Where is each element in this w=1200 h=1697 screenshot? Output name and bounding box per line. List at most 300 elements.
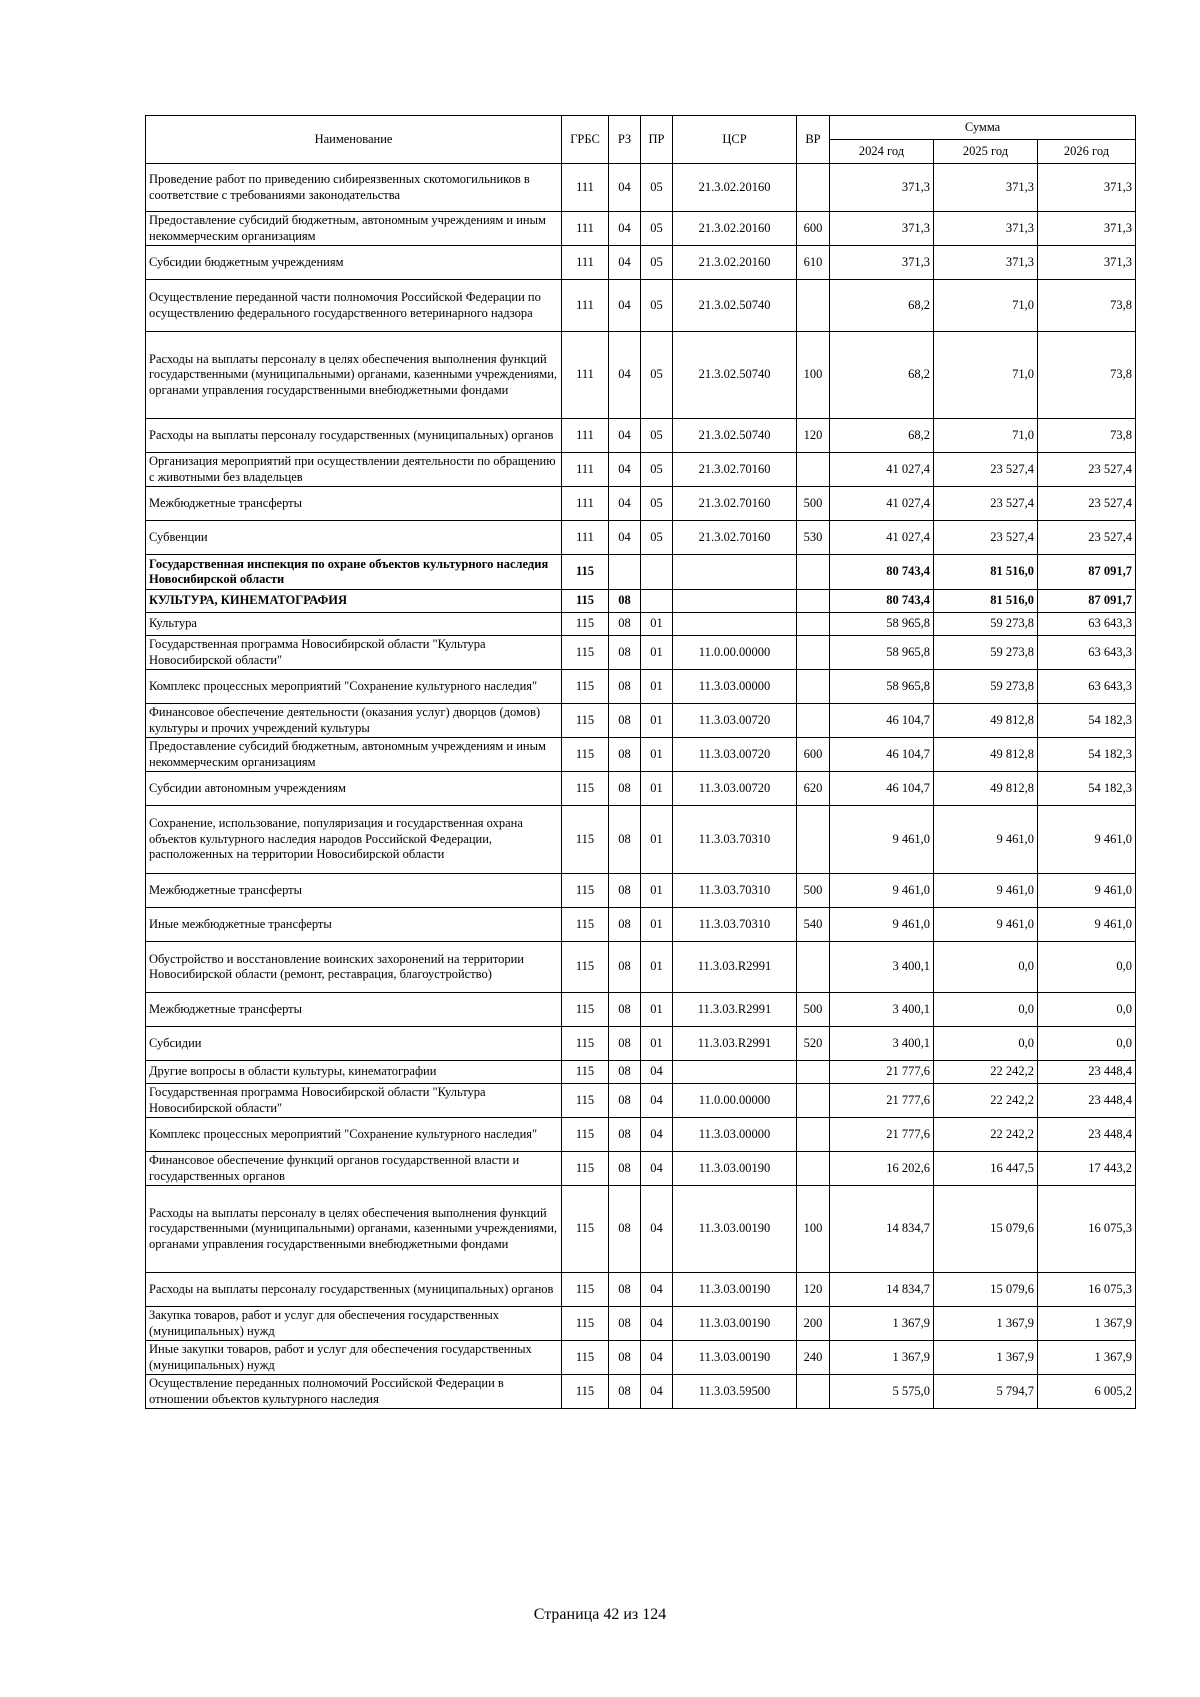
row-grbs: 111 (562, 453, 609, 487)
table-row (146, 1084, 1136, 1118)
row-sum-2024: 68,2 (830, 419, 934, 453)
table-row (146, 1118, 1136, 1152)
row-rz: 08 (609, 1307, 641, 1341)
row-sum-2026: 6 005,2 (1038, 1375, 1136, 1409)
row-name: Расходы на выплаты персоналу государственных (муниципальных) органов (146, 419, 562, 453)
table-row (146, 419, 1136, 453)
row-sum-2025: 0,0 (934, 993, 1038, 1027)
row-pr: 04 (641, 1307, 673, 1341)
row-vr: 600 (797, 738, 830, 772)
row-rz: 04 (609, 246, 641, 280)
row-csr: 11.3.03.00190 (673, 1307, 797, 1341)
row-sum-2025: 371,3 (934, 246, 1038, 280)
row-grbs: 111 (562, 487, 609, 521)
row-name: Субсидии (146, 1027, 562, 1061)
table-row (146, 246, 1136, 280)
row-grbs: 111 (562, 521, 609, 555)
row-vr: 100 (797, 332, 830, 419)
row-grbs: 111 (562, 212, 609, 246)
row-name: Финансовое обеспечение деятельности (оказания услуг) дворцов (домов) культуры и прочих учреждений культуры (146, 704, 562, 738)
row-pr (641, 555, 673, 590)
row-rz: 08 (609, 670, 641, 704)
row-sum-2026: 23 448,4 (1038, 1061, 1136, 1084)
row-csr (673, 613, 797, 636)
row-sum-2026: 16 075,3 (1038, 1186, 1136, 1273)
row-grbs: 115 (562, 772, 609, 806)
row-pr: 04 (641, 1341, 673, 1375)
row-rz: 04 (609, 212, 641, 246)
row-pr: 05 (641, 521, 673, 555)
row-sum-2025: 9 461,0 (934, 908, 1038, 942)
row-csr: 11.3.03.00190 (673, 1341, 797, 1375)
row-name: Организация мероприятий при осуществлении деятельности по обращению с животными без владельцев (146, 453, 562, 487)
row-csr: 21.3.02.50740 (673, 332, 797, 419)
row-grbs: 115 (562, 555, 609, 590)
row-sum-2025: 59 273,8 (934, 613, 1038, 636)
table-row (146, 332, 1136, 419)
row-pr: 01 (641, 636, 673, 670)
row-vr (797, 280, 830, 332)
row-pr: 01 (641, 772, 673, 806)
row-vr (797, 453, 830, 487)
row-csr: 11.3.03.00190 (673, 1152, 797, 1186)
row-sum-2025: 22 242,2 (934, 1061, 1038, 1084)
row-pr: 01 (641, 806, 673, 874)
row-name: Расходы на выплаты персоналу в целях обеспечения выполнения функций государственными (муниципальными) органами, казенными учреждениями, органами управления государственными внебюджетными фондами (146, 1186, 562, 1273)
row-sum-2025: 49 812,8 (934, 772, 1038, 806)
row-sum-2024: 68,2 (830, 280, 934, 332)
row-sum-2025: 1 367,9 (934, 1307, 1038, 1341)
row-sum-2026: 23 527,4 (1038, 453, 1136, 487)
row-name: Расходы на выплаты персоналу государственных (муниципальных) органов (146, 1273, 562, 1307)
row-csr: 21.3.02.70160 (673, 487, 797, 521)
table-row (146, 453, 1136, 487)
table-row (146, 521, 1136, 555)
row-sum-2026: 371,3 (1038, 246, 1136, 280)
row-sum-2025: 71,0 (934, 280, 1038, 332)
row-rz: 04 (609, 419, 641, 453)
row-grbs: 115 (562, 613, 609, 636)
table-row (146, 1186, 1136, 1273)
row-grbs: 111 (562, 246, 609, 280)
row-sum-2026: 54 182,3 (1038, 772, 1136, 806)
row-vr: 200 (797, 1307, 830, 1341)
row-sum-2026: 16 075,3 (1038, 1273, 1136, 1307)
table-header (146, 116, 1136, 164)
row-name: Закупка товаров, работ и услуг для обеспечения государственных (муниципальных) нужд (146, 1307, 562, 1341)
row-sum-2024: 80 743,4 (830, 590, 934, 613)
row-vr: 520 (797, 1027, 830, 1061)
row-pr: 01 (641, 908, 673, 942)
row-sum-2026: 87 091,7 (1038, 590, 1136, 613)
row-pr: 04 (641, 1118, 673, 1152)
row-sum-2026: 0,0 (1038, 993, 1136, 1027)
row-sum-2024: 3 400,1 (830, 1027, 934, 1061)
row-rz: 04 (609, 164, 641, 212)
row-vr (797, 164, 830, 212)
row-grbs: 115 (562, 1061, 609, 1084)
row-csr: 11.3.03.70310 (673, 806, 797, 874)
row-csr: 11.3.03.00720 (673, 704, 797, 738)
row-sum-2025: 71,0 (934, 419, 1038, 453)
header-pr: ПР (641, 116, 673, 164)
row-vr: 540 (797, 908, 830, 942)
table-row (146, 670, 1136, 704)
row-rz: 08 (609, 942, 641, 993)
table-row (146, 1307, 1136, 1341)
row-rz: 08 (609, 1027, 641, 1061)
row-rz: 04 (609, 280, 641, 332)
row-sum-2025: 22 242,2 (934, 1084, 1038, 1118)
row-sum-2024: 1 367,9 (830, 1341, 934, 1375)
row-csr: 11.3.03.59500 (673, 1375, 797, 1409)
row-vr (797, 1152, 830, 1186)
row-pr: 05 (641, 419, 673, 453)
row-rz: 08 (609, 1186, 641, 1273)
row-name: Предоставление субсидий бюджетным, автономным учреждениям и иным некоммерческим организациям (146, 738, 562, 772)
row-pr: 01 (641, 613, 673, 636)
row-sum-2024: 46 104,7 (830, 704, 934, 738)
row-sum-2026: 23 448,4 (1038, 1118, 1136, 1152)
row-grbs: 115 (562, 1084, 609, 1118)
row-pr: 01 (641, 1027, 673, 1061)
row-grbs: 111 (562, 419, 609, 453)
row-sum-2024: 5 575,0 (830, 1375, 934, 1409)
row-vr (797, 670, 830, 704)
row-sum-2025: 23 527,4 (934, 521, 1038, 555)
row-pr: 04 (641, 1273, 673, 1307)
row-sum-2026: 17 443,2 (1038, 1152, 1136, 1186)
row-rz: 04 (609, 453, 641, 487)
table-row (146, 874, 1136, 908)
row-grbs: 115 (562, 908, 609, 942)
row-sum-2026: 23 448,4 (1038, 1084, 1136, 1118)
row-sum-2025: 22 242,2 (934, 1118, 1038, 1152)
table-row (146, 704, 1136, 738)
row-rz: 08 (609, 1118, 641, 1152)
row-sum-2024: 21 777,6 (830, 1118, 934, 1152)
row-vr (797, 942, 830, 993)
row-sum-2024: 46 104,7 (830, 738, 934, 772)
row-vr: 620 (797, 772, 830, 806)
row-csr: 11.3.03.70310 (673, 908, 797, 942)
row-sum-2026: 371,3 (1038, 164, 1136, 212)
row-sum-2025: 15 079,6 (934, 1186, 1038, 1273)
table-row (146, 1341, 1136, 1375)
row-sum-2024: 9 461,0 (830, 874, 934, 908)
row-sum-2024: 3 400,1 (830, 942, 934, 993)
row-pr: 05 (641, 212, 673, 246)
header-grbs: ГРБС (562, 116, 609, 164)
row-vr (797, 636, 830, 670)
row-name: Иные межбюджетные трансферты (146, 908, 562, 942)
row-sum-2026: 9 461,0 (1038, 874, 1136, 908)
table-body (146, 164, 1136, 1409)
row-name: Межбюджетные трансферты (146, 487, 562, 521)
row-csr: 11.0.00.00000 (673, 1084, 797, 1118)
row-name: Субсидии бюджетным учреждениям (146, 246, 562, 280)
row-sum-2025: 23 527,4 (934, 453, 1038, 487)
row-grbs: 115 (562, 1273, 609, 1307)
row-csr: 21.3.02.70160 (673, 521, 797, 555)
row-name: Субсидии автономным учреждениям (146, 772, 562, 806)
row-sum-2024: 58 965,8 (830, 670, 934, 704)
row-grbs: 115 (562, 1307, 609, 1341)
row-vr: 240 (797, 1341, 830, 1375)
row-sum-2026: 73,8 (1038, 419, 1136, 453)
row-grbs: 115 (562, 636, 609, 670)
row-grbs: 115 (562, 942, 609, 993)
row-sum-2026: 54 182,3 (1038, 704, 1136, 738)
row-grbs: 115 (562, 590, 609, 613)
row-pr: 05 (641, 246, 673, 280)
row-vr: 500 (797, 487, 830, 521)
row-sum-2026: 371,3 (1038, 212, 1136, 246)
row-sum-2024: 14 834,7 (830, 1186, 934, 1273)
row-rz: 08 (609, 1152, 641, 1186)
row-grbs: 115 (562, 1186, 609, 1273)
header-year-2025: 2025 год (934, 140, 1038, 164)
row-grbs: 115 (562, 1375, 609, 1409)
row-grbs: 111 (562, 332, 609, 419)
page-number: Страница 42 из 124 (533, 1606, 667, 1623)
row-sum-2026: 73,8 (1038, 332, 1136, 419)
row-pr: 04 (641, 1152, 673, 1186)
row-sum-2024: 14 834,7 (830, 1273, 934, 1307)
row-csr: 11.0.00.00000 (673, 636, 797, 670)
row-sum-2026: 0,0 (1038, 942, 1136, 993)
row-name: Финансовое обеспечение функций органов государственной власти и государственных органов (146, 1152, 562, 1186)
row-csr: 11.3.03.R2991 (673, 993, 797, 1027)
row-name: Комплекс процессных мероприятий "Сохранение культурного наследия" (146, 670, 562, 704)
row-sum-2024: 371,3 (830, 212, 934, 246)
row-vr: 100 (797, 1186, 830, 1273)
row-sum-2026: 0,0 (1038, 1027, 1136, 1061)
row-sum-2024: 371,3 (830, 164, 934, 212)
row-sum-2024: 41 027,4 (830, 521, 934, 555)
row-vr: 500 (797, 874, 830, 908)
row-sum-2024: 80 743,4 (830, 555, 934, 590)
row-csr: 21.3.02.20160 (673, 212, 797, 246)
row-sum-2025: 49 812,8 (934, 738, 1038, 772)
row-rz: 08 (609, 1273, 641, 1307)
row-sum-2024: 3 400,1 (830, 993, 934, 1027)
row-sum-2024: 58 965,8 (830, 613, 934, 636)
row-grbs: 115 (562, 1118, 609, 1152)
row-pr: 01 (641, 670, 673, 704)
row-sum-2024: 371,3 (830, 246, 934, 280)
row-grbs: 115 (562, 806, 609, 874)
row-pr: 01 (641, 942, 673, 993)
row-vr (797, 613, 830, 636)
row-sum-2025: 371,3 (934, 212, 1038, 246)
row-csr: 11.3.03.00000 (673, 670, 797, 704)
row-name: Осуществление переданных полномочий Российской Федерации в отношении объектов культурного наследия (146, 1375, 562, 1409)
row-sum-2024: 21 777,6 (830, 1061, 934, 1084)
row-sum-2026: 9 461,0 (1038, 806, 1136, 874)
row-name: Иные закупки товаров, работ и услуг для обеспечения государственных (муниципальных) нужд (146, 1341, 562, 1375)
row-sum-2024: 41 027,4 (830, 487, 934, 521)
table-row (146, 590, 1136, 613)
header-rz: РЗ (609, 116, 641, 164)
row-csr: 11.3.03.00190 (673, 1273, 797, 1307)
row-pr: 04 (641, 1186, 673, 1273)
row-vr (797, 590, 830, 613)
row-name: Обустройство и восстановление воинских захоронений на территории Новосибирской области (ремонт, реставрация, благоустройство) (146, 942, 562, 993)
row-grbs: 115 (562, 1341, 609, 1375)
row-name: Государственная программа Новосибирской области "Культура Новосибирской области" (146, 1084, 562, 1118)
header-vr: ВР (797, 116, 830, 164)
row-vr (797, 555, 830, 590)
row-name: Межбюджетные трансферты (146, 874, 562, 908)
header-sum: Сумма (830, 116, 1136, 140)
row-csr: 21.3.02.70160 (673, 453, 797, 487)
row-name: Комплекс процессных мероприятий "Сохранение культурного наследия" (146, 1118, 562, 1152)
header-csr: ЦСР (673, 116, 797, 164)
row-sum-2024: 58 965,8 (830, 636, 934, 670)
row-rz: 08 (609, 1061, 641, 1084)
row-vr: 500 (797, 993, 830, 1027)
row-pr: 05 (641, 164, 673, 212)
row-name: Другие вопросы в области культуры, кинематографии (146, 1061, 562, 1084)
row-csr: 11.3.03.70310 (673, 874, 797, 908)
row-rz: 04 (609, 332, 641, 419)
table-row (146, 1027, 1136, 1061)
row-vr (797, 1375, 830, 1409)
row-name: Культура (146, 613, 562, 636)
row-vr (797, 1061, 830, 1084)
row-name: Проведение работ по приведению сибиреязвенных скотомогильников в соответствие с требованиями законодательства (146, 164, 562, 212)
table-row (146, 1152, 1136, 1186)
table-row (146, 636, 1136, 670)
row-sum-2025: 49 812,8 (934, 704, 1038, 738)
table-row (146, 942, 1136, 993)
row-sum-2024: 68,2 (830, 332, 934, 419)
table-row (146, 212, 1136, 246)
row-csr: 21.3.02.20160 (673, 164, 797, 212)
row-rz: 08 (609, 1084, 641, 1118)
table-row (146, 613, 1136, 636)
row-grbs: 115 (562, 874, 609, 908)
row-sum-2026: 63 643,3 (1038, 670, 1136, 704)
table-row (146, 1375, 1136, 1409)
table-row (146, 487, 1136, 521)
row-sum-2025: 23 527,4 (934, 487, 1038, 521)
row-csr: 11.3.03.00190 (673, 1186, 797, 1273)
row-sum-2026: 87 091,7 (1038, 555, 1136, 590)
row-sum-2024: 16 202,6 (830, 1152, 934, 1186)
row-rz: 08 (609, 613, 641, 636)
table-row (146, 1273, 1136, 1307)
row-vr: 120 (797, 419, 830, 453)
row-name: Предоставление субсидий бюджетным, автономным учреждениям и иным некоммерческим организациям (146, 212, 562, 246)
row-name: Государственная инспекция по охране объектов культурного наследия Новосибирской области (146, 555, 562, 590)
row-rz: 08 (609, 1341, 641, 1375)
row-sum-2024: 1 367,9 (830, 1307, 934, 1341)
row-sum-2026: 54 182,3 (1038, 738, 1136, 772)
row-vr (797, 1084, 830, 1118)
row-rz (609, 555, 641, 590)
header-year-2024: 2024 год (830, 140, 934, 164)
row-sum-2026: 1 367,9 (1038, 1307, 1136, 1341)
row-name: Расходы на выплаты персоналу в целях обеспечения выполнения функций государственными (муниципальными) органами, казенными учреждениями, органами управления государственными внебюджетными фондами (146, 332, 562, 419)
row-sum-2025: 9 461,0 (934, 806, 1038, 874)
row-pr: 01 (641, 874, 673, 908)
row-grbs: 111 (562, 280, 609, 332)
row-pr: 01 (641, 738, 673, 772)
row-name: Межбюджетные трансферты (146, 993, 562, 1027)
row-pr: 01 (641, 704, 673, 738)
table-row (146, 280, 1136, 332)
row-grbs: 115 (562, 1152, 609, 1186)
row-csr: 21.3.02.50740 (673, 280, 797, 332)
row-grbs: 111 (562, 164, 609, 212)
row-sum-2026: 23 527,4 (1038, 487, 1136, 521)
table-row (146, 164, 1136, 212)
row-sum-2026: 63 643,3 (1038, 613, 1136, 636)
row-sum-2025: 15 079,6 (934, 1273, 1038, 1307)
row-vr (797, 806, 830, 874)
row-rz: 04 (609, 487, 641, 521)
table-row (146, 555, 1136, 590)
row-name: Субвенции (146, 521, 562, 555)
row-sum-2026: 9 461,0 (1038, 908, 1136, 942)
row-csr: 21.3.02.50740 (673, 419, 797, 453)
row-sum-2026: 73,8 (1038, 280, 1136, 332)
row-csr: 11.3.03.R2991 (673, 1027, 797, 1061)
row-rz: 08 (609, 636, 641, 670)
row-sum-2025: 1 367,9 (934, 1341, 1038, 1375)
row-sum-2025: 59 273,8 (934, 670, 1038, 704)
row-grbs: 115 (562, 1027, 609, 1061)
row-grbs: 115 (562, 993, 609, 1027)
table-row (146, 738, 1136, 772)
table-row (146, 993, 1136, 1027)
row-csr: 21.3.02.20160 (673, 246, 797, 280)
row-vr: 530 (797, 521, 830, 555)
row-sum-2025: 59 273,8 (934, 636, 1038, 670)
row-vr: 600 (797, 212, 830, 246)
row-name: КУЛЬТУРА, КИНЕМАТОГРАФИЯ (146, 590, 562, 613)
row-vr: 120 (797, 1273, 830, 1307)
row-rz: 08 (609, 738, 641, 772)
row-sum-2025: 81 516,0 (934, 555, 1038, 590)
row-sum-2024: 9 461,0 (830, 908, 934, 942)
row-rz: 08 (609, 874, 641, 908)
row-pr: 05 (641, 332, 673, 419)
table-row (146, 806, 1136, 874)
row-sum-2024: 9 461,0 (830, 806, 934, 874)
row-csr: 11.3.03.00720 (673, 738, 797, 772)
row-vr: 610 (797, 246, 830, 280)
table-row (146, 908, 1136, 942)
row-sum-2025: 0,0 (934, 942, 1038, 993)
row-grbs: 115 (562, 704, 609, 738)
row-csr (673, 590, 797, 613)
row-pr: 05 (641, 280, 673, 332)
row-rz: 08 (609, 1375, 641, 1409)
row-pr: 04 (641, 1084, 673, 1118)
row-rz: 04 (609, 521, 641, 555)
row-name: Сохранение, использование, популяризация и государственная охрана объектов культурного наследия народов Российской Федерации, расположенных на территории Новосибирской области (146, 806, 562, 874)
row-name: Осуществление переданной части полномочия Российской Федерации по осуществлению федерального государственного ветеринарного надзора (146, 280, 562, 332)
table-row (146, 1061, 1136, 1084)
row-rz: 08 (609, 704, 641, 738)
header-name: Наименование (146, 116, 562, 164)
row-pr: 04 (641, 1061, 673, 1084)
row-csr: 11.3.03.00000 (673, 1118, 797, 1152)
row-pr: 04 (641, 1375, 673, 1409)
